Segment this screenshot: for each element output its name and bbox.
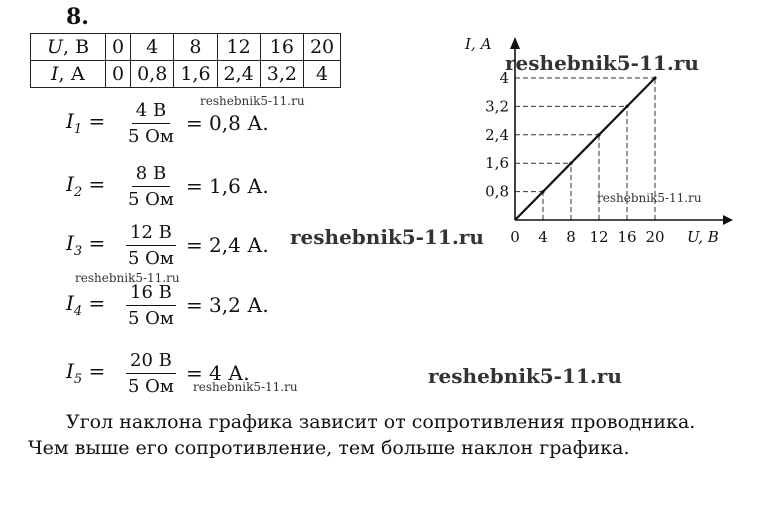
current-unit: , А	[58, 63, 85, 85]
equation-result: = 2,4 А.	[185, 233, 269, 257]
table-cell: 1,6	[174, 61, 217, 88]
equation-lhs: $I_5$ =	[66, 359, 106, 387]
table-cell: 12	[217, 34, 260, 61]
table-row-voltage	[31, 34, 341, 61]
y-axis-arrow	[510, 37, 520, 49]
denominator: 5 Ом	[128, 247, 174, 269]
y-tick-label: 2,4	[485, 125, 509, 144]
data-point	[653, 76, 656, 79]
equation-result: = 1,6 А.	[185, 174, 269, 198]
watermark: reshebnik5-11.ru	[75, 271, 180, 285]
equation-lhs: $I_2$ =	[66, 172, 106, 200]
x-axis-arrow	[723, 215, 733, 225]
equation-4	[66, 281, 269, 329]
voltage-unit: , В	[62, 36, 90, 58]
fraction	[124, 100, 178, 147]
denominator: 5 Ом	[128, 307, 174, 329]
y-tick-label: 4	[499, 69, 509, 87]
y-tick-labels	[485, 69, 509, 201]
data-point	[541, 190, 544, 193]
series-line	[515, 78, 655, 220]
voltage-symbol: U	[46, 36, 63, 58]
table-cell: 2,4	[217, 61, 260, 88]
iv-chart	[455, 25, 745, 250]
watermark: reshebnik5-11.ru	[290, 225, 484, 249]
equation-2	[66, 162, 269, 210]
table-row-current	[31, 61, 341, 88]
table-cell: 4	[303, 61, 340, 88]
y-axis-label: I, А	[465, 35, 492, 53]
data-point	[625, 105, 628, 108]
table-header-current	[31, 61, 106, 88]
current-symbol: I	[51, 63, 59, 85]
numerator: 16 В	[126, 282, 176, 306]
data-table	[30, 33, 341, 88]
table-cell: 3,2	[260, 61, 303, 88]
numerator: 12 В	[126, 222, 176, 246]
table-cell: 16	[260, 34, 303, 61]
conclusion-line-2: Чем выше его сопротивление, тем больше наклон графика.	[28, 437, 630, 459]
equation-result: = 3,2 А.	[185, 293, 269, 317]
y-tick-label: 1,6	[485, 154, 509, 173]
denominator: 5 Ом	[128, 188, 174, 210]
x-axis-label: U, В	[687, 228, 719, 246]
watermark: reshebnik5-11.ru	[505, 51, 699, 75]
equation-lhs: $I_3$ =	[66, 231, 106, 259]
x-tick-label: 8	[566, 228, 576, 246]
x-tick-label: 20	[645, 228, 665, 246]
x-tick-labels	[510, 228, 664, 246]
fraction	[124, 282, 178, 329]
table-cell: 0	[106, 61, 131, 88]
watermark: reshebnik5-11.ru	[193, 380, 298, 394]
table-cell: 0,8	[131, 61, 174, 88]
denominator: 5 Ом	[128, 125, 174, 147]
fraction	[124, 350, 178, 397]
problem-number: 8.	[66, 4, 89, 30]
table-cell: 8	[174, 34, 217, 61]
data-point	[597, 133, 600, 136]
numerator: 4 В	[132, 100, 170, 124]
watermark: reshebnik5-11.ru	[428, 364, 622, 388]
x-tick-label: 12	[589, 228, 609, 246]
equation-lhs: $I_1$ =	[66, 109, 106, 137]
numerator: 8 В	[132, 163, 170, 187]
x-tick-label: 0	[510, 228, 520, 246]
equation-3	[66, 221, 269, 269]
y-tick-label: 3,2	[485, 97, 509, 116]
x-tick-label: 16	[617, 228, 637, 246]
watermark: reshebnik5-11.ru	[200, 94, 305, 108]
equation-result: = 0,8 А.	[185, 111, 269, 135]
fraction	[124, 163, 178, 210]
table-header-voltage	[31, 34, 106, 61]
watermark: reshebnik5-11.ru	[597, 191, 702, 205]
equation-result: = 4 А.	[185, 361, 250, 385]
table-cell: 20	[303, 34, 340, 61]
numerator: 20 В	[126, 350, 176, 374]
table-cell: 0	[106, 34, 131, 61]
conclusion-line-1: Угол наклона графика зависит от сопротивления проводника.	[66, 411, 696, 433]
equation-lhs: $I_4$ =	[66, 291, 106, 319]
denominator: 5 Ом	[128, 375, 174, 397]
data-point	[569, 162, 572, 165]
table-cell: 4	[131, 34, 174, 61]
x-tick-label: 4	[538, 228, 548, 246]
fraction	[124, 222, 178, 269]
y-tick-label: 0,8	[485, 182, 509, 201]
